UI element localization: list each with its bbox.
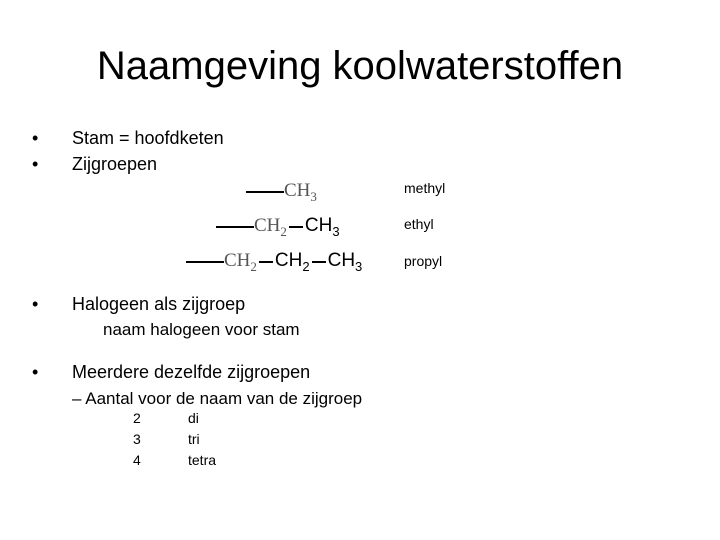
bullet-dot: • — [32, 154, 39, 174]
formula-propyl — [186, 250, 362, 275]
count-prefix: tetra — [188, 452, 217, 468]
group-label-methyl: methyl — [404, 180, 446, 196]
bullet-text: Zijgroepen — [72, 154, 158, 174]
bullet-text: Meerdere dezelfde zijgroepen — [72, 362, 311, 382]
bond-line — [289, 226, 303, 228]
bond-line — [246, 191, 284, 193]
bond-line — [186, 261, 224, 263]
count-number: 3 — [133, 431, 141, 447]
bullet-text: Stam = hoofdketen — [72, 128, 224, 148]
carbon-group: $CH_3$ — [304, 215, 340, 239]
group-label-propyl: propyl — [404, 253, 443, 269]
bullet-text: Halogeen als zijgroep — [72, 294, 246, 314]
bond-line — [259, 261, 273, 263]
count-number: 2 — [133, 410, 141, 426]
formula-ethyl — [216, 215, 340, 240]
halogeen-subtext: naam halogeen voor stam — [103, 320, 300, 339]
carbon-group: $CH_3$ — [284, 180, 317, 204]
bullet-dot: • — [32, 362, 39, 382]
count-prefix: tri — [188, 431, 200, 447]
carbon-group: $CH_3$ — [327, 250, 363, 274]
carbon-group: $CH_2$ — [274, 250, 310, 274]
bullet-dot: • — [32, 294, 39, 314]
formula-methyl — [246, 180, 317, 205]
carbon-group: $CH_2$ — [254, 215, 287, 239]
count-prefix: di — [188, 410, 199, 426]
bond-line — [216, 226, 254, 228]
slide-title: Naamgeving koolwaterstoffen — [96, 44, 624, 88]
bullet-dot: • — [32, 128, 39, 148]
bond-line — [312, 261, 326, 263]
aantal-subtext: – Aantal voor de naam van de zijgroep — [72, 389, 363, 408]
group-label-ethyl: ethyl — [404, 216, 434, 232]
carbon-group: $CH_2$ — [224, 250, 257, 274]
count-number: 4 — [133, 452, 141, 468]
